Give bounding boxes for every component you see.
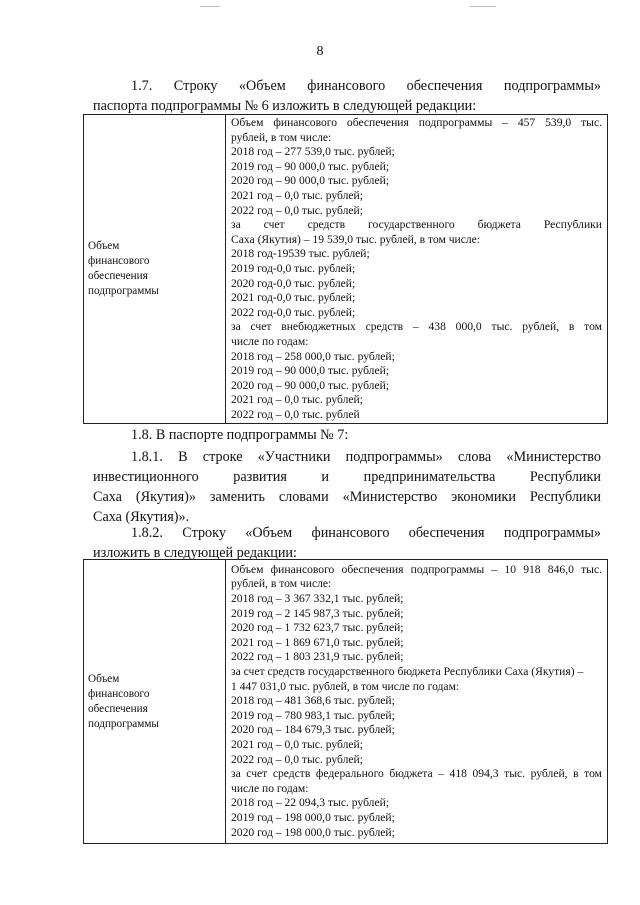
content-line: 2021 год – 1 869 671,0 тыс. рублей; bbox=[231, 635, 404, 649]
paragraph-line: 1.8. В паспорте подпрограммы № 7: bbox=[131, 427, 349, 443]
paragraph-1-7 bbox=[93, 76, 601, 116]
content-line: 2022 год – 0,0 тыс. рублей bbox=[231, 407, 360, 421]
content-line: 2020 год-0,0 тыс. рублей; bbox=[231, 276, 356, 290]
paragraph-line: 1.8.1. В строке «Участники подпрограммы» слова «Министерство bbox=[131, 449, 601, 465]
content-line: за счет внебюджетных средств – 438 000,0 тыс. рублей, в том bbox=[231, 320, 602, 334]
content-line: 2022 год – 0,0 тыс. рублей; bbox=[231, 203, 363, 217]
page-number: 8 bbox=[316, 44, 324, 59]
content-line: рублей, в том числе: bbox=[231, 577, 332, 591]
paragraph-line: Саха (Якутия)» заменить словами «Министерство экономики Республики bbox=[93, 489, 601, 505]
paragraph-line: Саха (Якутия)». bbox=[93, 509, 190, 525]
content-line: 2019 год – 2 145 987,3 тыс. рублей; bbox=[231, 606, 404, 620]
content-line: 2019 год – 90 000,0 тыс. рублей; bbox=[231, 159, 390, 173]
content-line: за счет средств государственного бюджета Республики bbox=[231, 218, 602, 232]
content-line: числе по годам: bbox=[231, 334, 309, 348]
content-line: 2019 год – 198 000,0 тыс. рублей; bbox=[231, 810, 395, 824]
label-line: финансового bbox=[88, 255, 150, 268]
label-line: подпрограммы bbox=[88, 285, 159, 298]
content-line: 2019 год-0,0 тыс. рублей; bbox=[231, 261, 356, 275]
content-line: 2018 год – 277 539,0 тыс. рублей; bbox=[231, 145, 395, 159]
passport-table-1 bbox=[83, 114, 608, 424]
paragraph-1-8 bbox=[93, 425, 601, 445]
content-line: Объем финансового обеспечения подпрограммы – 10 918 846,0 тыс. bbox=[231, 562, 602, 576]
scan-artifact bbox=[200, 6, 220, 7]
paragraph-1-8-2 bbox=[93, 523, 601, 563]
content-line: 2021 год – 0,0 тыс. рублей; bbox=[231, 393, 363, 407]
content-line: 2018 год – 22 094,3 тыс. рублей; bbox=[231, 796, 390, 810]
content-line: рублей, в том числе: bbox=[231, 130, 332, 144]
label-line: обеспечения bbox=[88, 270, 148, 283]
content-line: 2018 год – 258 000,0 тыс. рублей; bbox=[231, 349, 395, 363]
scan-artifact bbox=[470, 6, 496, 7]
content-line: 1 447 031,0 тыс. рублей, в том числе по годам: bbox=[231, 679, 460, 693]
table-content-cell bbox=[226, 560, 608, 844]
label-line: финансового bbox=[88, 687, 150, 700]
content-line: 2021 год – 0,0 тыс. рублей; bbox=[231, 737, 363, 751]
passport-table-2 bbox=[83, 559, 608, 844]
content-line: 2020 год – 90 000,0 тыс. рублей; bbox=[231, 378, 390, 392]
paragraph-line: паспорта подпрограммы № 6 изложить в следующей редакции: bbox=[93, 98, 477, 114]
paragraph-line: изложить в следующей редакции: bbox=[93, 545, 297, 561]
paragraph-1-8-1 bbox=[93, 447, 601, 527]
content-line: 2019 год – 90 000,0 тыс. рублей; bbox=[231, 364, 390, 378]
content-line: 2020 год – 90 000,0 тыс. рублей; bbox=[231, 174, 390, 188]
content-line: 2022 год – 1 803 231,9 тыс. рублей; bbox=[231, 650, 404, 664]
content-line: 2022 год – 0,0 тыс. рублей; bbox=[231, 752, 363, 766]
table-content-cell bbox=[226, 115, 608, 424]
label-line: Объем bbox=[88, 672, 120, 685]
content-line: 2020 год – 198 000,0 тыс. рублей; bbox=[231, 825, 395, 839]
paragraph-line: 1.8.2. Строку «Объем финансового обеспечения подпрограммы» bbox=[131, 525, 601, 541]
content-line: 2020 год – 184 679,3 тыс. рублей; bbox=[231, 723, 395, 737]
label-line: подпрограммы bbox=[88, 717, 159, 730]
content-line: 2019 год – 780 983,1 тыс. рублей; bbox=[231, 708, 395, 722]
content-line: 2018 год – 481 368,6 тыс. рублей; bbox=[231, 694, 395, 708]
table-label-cell bbox=[84, 560, 226, 844]
content-line: 2018 год – 3 367 332,1 тыс. рублей; bbox=[231, 592, 404, 606]
content-line: 2018 год-19539 тыс. рублей; bbox=[231, 247, 370, 261]
paragraph-line: 1.7. Строку «Объем финансового обеспечения подпрограммы» bbox=[131, 78, 601, 94]
content-line: за счет средств государственного бюджета Республики Саха (Якутия) – bbox=[231, 665, 584, 679]
paragraph-line: инвестиционного развития и предпринимательства Республики bbox=[93, 469, 601, 485]
content-line: 2021 год-0,0 тыс. рублей; bbox=[231, 291, 356, 305]
content-line: 2021 год – 0,0 тыс. рублей; bbox=[231, 188, 363, 202]
content-line: числе по годам: bbox=[231, 781, 309, 795]
content-line: Объем финансового обеспечения подпрограммы – 457 539,0 тыс. bbox=[231, 116, 602, 129]
content-line: за счет средств федерального бюджета – 418 094,3 тыс. рублей, в том bbox=[231, 767, 602, 781]
content-line: 2022 год-0,0 тыс. рублей; bbox=[231, 305, 356, 319]
label-line: обеспечения bbox=[88, 702, 148, 715]
table-label-cell bbox=[84, 115, 226, 424]
content-line: Саха (Якутия) – 19 539,0 тыс. рублей, в том числе: bbox=[231, 232, 481, 246]
label-line: Объем bbox=[88, 240, 120, 253]
content-line: 2020 год – 1 732 623,7 тыс. рублей; bbox=[231, 621, 404, 635]
